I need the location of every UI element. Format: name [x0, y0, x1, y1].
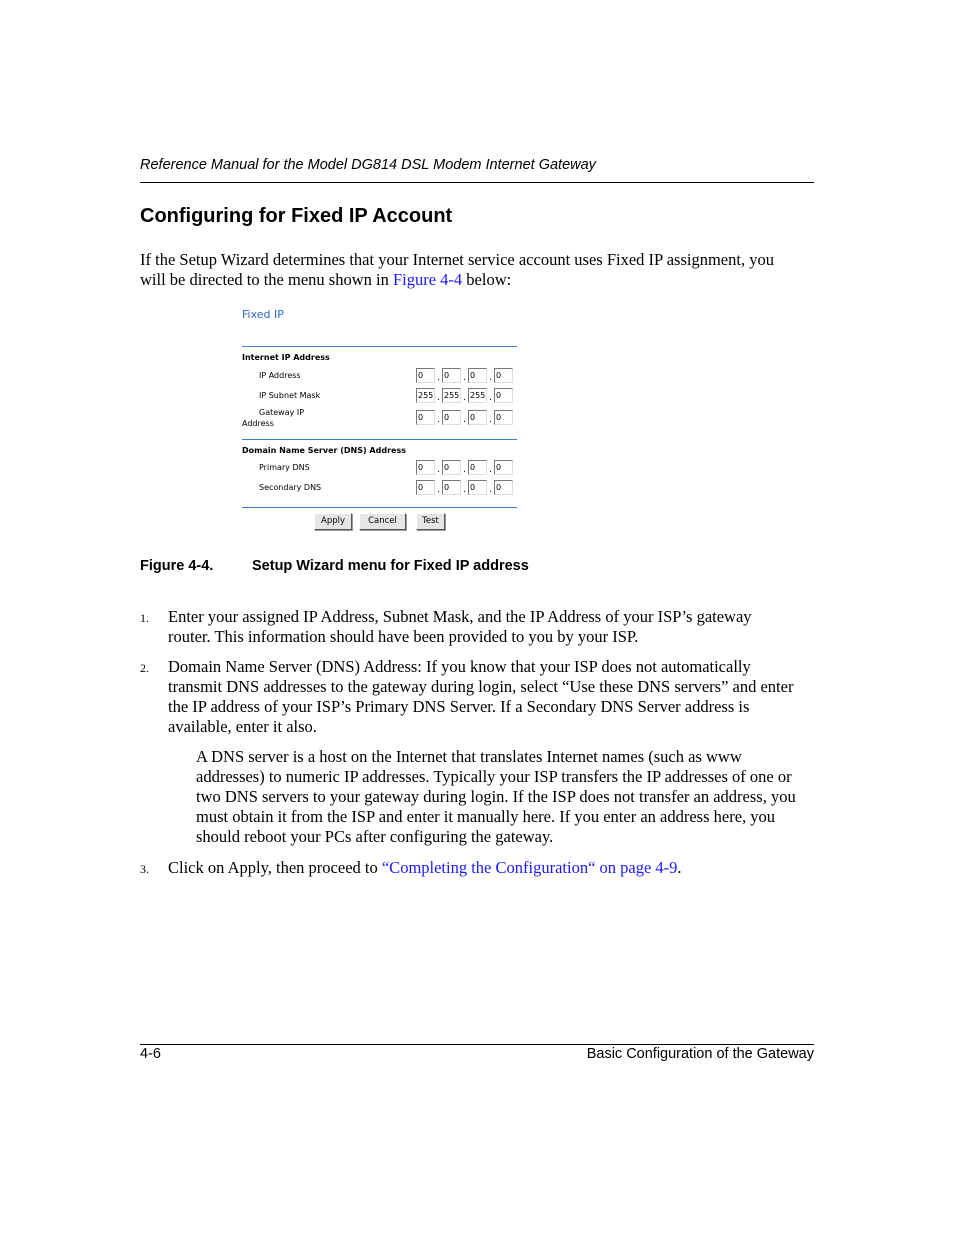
header-rule [140, 182, 814, 183]
step-number: 2. [140, 661, 149, 675]
dns-section-title: Domain Name Server (DNS) Address [242, 446, 406, 455]
ip-address-octet-4[interactable]: 0 [494, 368, 513, 383]
dot-separator: . [463, 465, 466, 475]
figure-divider [242, 507, 517, 508]
step-3-text-end: . [677, 858, 682, 877]
subnet-octet-1[interactable]: 255 [416, 388, 435, 403]
chapter-title: Basic Configuration of the Gateway [586, 1046, 814, 1062]
dot-separator: . [463, 393, 466, 403]
test-button[interactable]: Test [416, 513, 445, 530]
dot-separator: . [437, 373, 440, 383]
subnet-mask-label: IP Subnet Mask [259, 391, 321, 400]
dot-separator: . [489, 465, 492, 475]
note-line: A DNS server is a host on the Internet that translates Internet names (such as www [196, 747, 742, 766]
primary-dns-octet-1[interactable]: 0 [416, 460, 435, 475]
fixed-ip-figure [240, 300, 520, 540]
secondary-dns-octet-2[interactable]: 0 [442, 480, 461, 495]
internet-ip-section-title: Internet IP Address [242, 353, 330, 362]
section-title: Configuring for Fixed IP Account [140, 205, 453, 227]
running-header: Reference Manual for the Model DG814 DSL Modem Internet Gateway [140, 157, 596, 173]
ip-address-octet-2[interactable]: 0 [442, 368, 461, 383]
step-2-line: the IP address of your ISP’s Primary DNS Server. If a Secondary DNS Server address is [168, 697, 750, 716]
primary-dns-octet-3[interactable]: 0 [468, 460, 487, 475]
dot-separator: . [489, 485, 492, 495]
step-1-line: Enter your assigned IP Address, Subnet Mask, and the IP Address of your ISP’s gateway [168, 607, 752, 626]
ip-address-octet-1[interactable]: 0 [416, 368, 435, 383]
intro-text-end: below: [462, 270, 512, 289]
completing-config-link[interactable]: “Completing the Configuration“ on page 4-9 [381, 858, 678, 877]
dot-separator: . [489, 415, 492, 425]
subnet-mask-field [416, 388, 513, 403]
note-line: should reboot your PCs after configuring the gateway. [196, 827, 554, 846]
step-1-text [168, 607, 818, 647]
subnet-octet-4[interactable]: 0 [494, 388, 513, 403]
step-number: 1. [140, 611, 149, 625]
gateway-ip-label: Gateway IP [259, 408, 305, 417]
secondary-dns-label: Secondary DNS [259, 483, 322, 492]
secondary-dns-octet-1[interactable]: 0 [416, 480, 435, 495]
secondary-dns-octet-3[interactable]: 0 [468, 480, 487, 495]
gateway-octet-3[interactable]: 0 [468, 410, 487, 425]
dot-separator: . [437, 415, 440, 425]
subnet-octet-2[interactable]: 255 [442, 388, 461, 403]
footer-rule [140, 1044, 814, 1045]
figure-divider [242, 346, 517, 347]
dot-separator: . [463, 373, 466, 383]
step-2-line: transmit DNS addresses to the gateway during login, select “Use these DNS servers” and enter [168, 677, 794, 696]
intro-paragraph [140, 250, 820, 290]
dns-note-paragraph [196, 747, 816, 847]
intro-line-1: If the Setup Wizard determines that your Internet service account uses Fixed IP assignment, you [140, 250, 774, 269]
dot-separator: . [437, 465, 440, 475]
dot-separator: . [437, 485, 440, 495]
step-3-text-start: Click on Apply, then proceed to [168, 858, 382, 877]
fixed-ip-title: Fixed IP [242, 308, 284, 321]
ip-address-field [416, 368, 513, 383]
gateway-address-label: Address [242, 419, 274, 428]
figure-caption-text: Setup Wizard menu for Fixed IP address [252, 558, 529, 574]
dot-separator: . [489, 393, 492, 403]
step-1-line: router. This information should have been provided to you by your ISP. [168, 627, 639, 646]
gateway-octet-2[interactable]: 0 [442, 410, 461, 425]
ip-address-octet-3[interactable]: 0 [468, 368, 487, 383]
figure-link[interactable]: Figure 4-4 [392, 270, 463, 289]
intro-text: will be directed to the menu shown in [140, 270, 393, 289]
note-line: addresses) to numeric IP addresses. Typically your ISP transfers the IP addresses of one or [196, 767, 792, 786]
dot-separator: . [437, 393, 440, 403]
step-2-line: available, enter it also. [168, 717, 317, 736]
note-line: two DNS servers to your gateway during login. If the ISP does not transfer an address, you [196, 787, 796, 806]
note-line: must obtain it from the ISP and enter it manually here. If you enter an address here, you [196, 807, 776, 826]
intro-line-2 [140, 270, 820, 290]
subnet-octet-3[interactable]: 255 [468, 388, 487, 403]
dot-separator: . [463, 415, 466, 425]
apply-button[interactable]: Apply [314, 513, 352, 530]
figure-caption-number: Figure 4-4. [140, 558, 214, 574]
page-number: 4-6 [140, 1046, 161, 1062]
primary-dns-field [416, 460, 513, 475]
ip-address-label: IP Address [259, 371, 301, 380]
gateway-field [416, 410, 513, 425]
dot-separator: . [463, 485, 466, 495]
secondary-dns-field [416, 480, 513, 495]
primary-dns-octet-2[interactable]: 0 [442, 460, 461, 475]
gateway-octet-4[interactable]: 0 [494, 410, 513, 425]
primary-dns-octet-4[interactable]: 0 [494, 460, 513, 475]
primary-dns-label: Primary DNS [259, 463, 310, 472]
step-2-text [168, 657, 818, 737]
secondary-dns-octet-4[interactable]: 0 [494, 480, 513, 495]
dot-separator: . [489, 373, 492, 383]
step-2-line: Domain Name Server (DNS) Address: If you know that your ISP does not automatically [168, 657, 751, 676]
gateway-octet-1[interactable]: 0 [416, 410, 435, 425]
step-number: 3. [140, 862, 149, 876]
step-3-text [168, 858, 818, 878]
cancel-button[interactable]: Cancel [359, 513, 406, 530]
figure-divider [242, 439, 517, 440]
